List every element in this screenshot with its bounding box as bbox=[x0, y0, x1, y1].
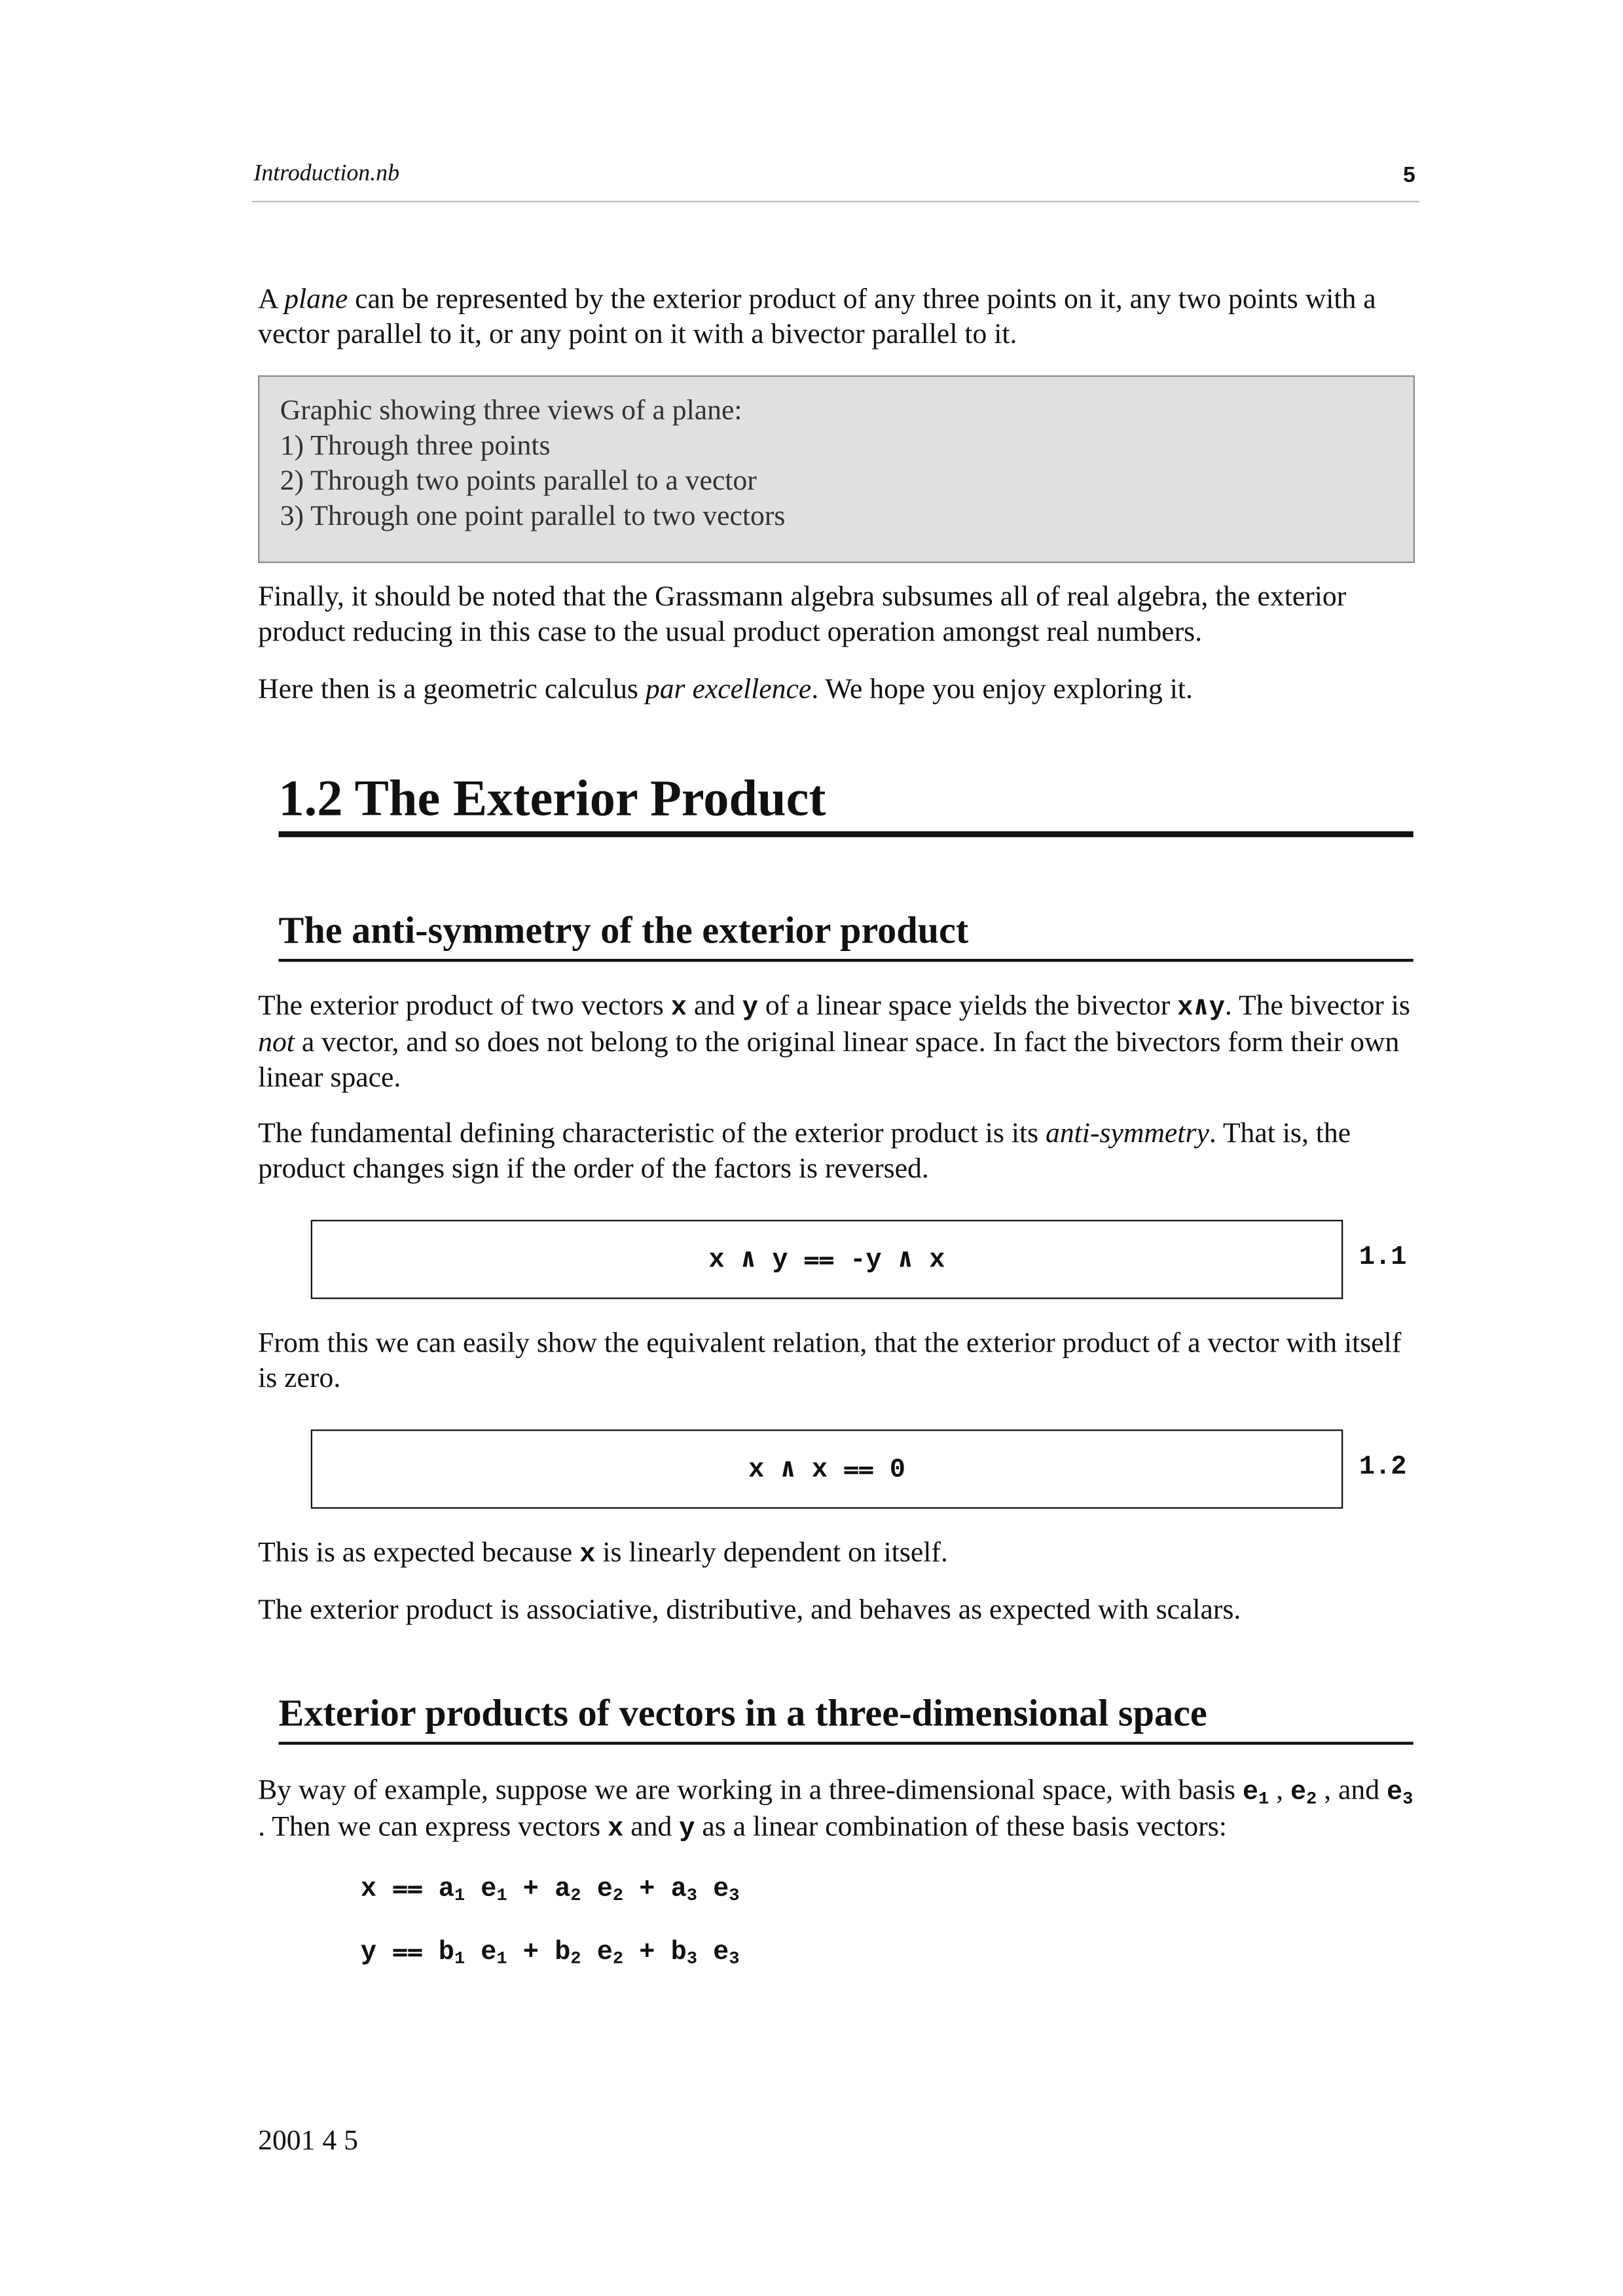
symbol-e1 bbox=[1243, 1778, 1269, 1808]
footer-date: 2001 4 5 bbox=[258, 2126, 358, 2157]
text-run: . The bivector is bbox=[1224, 991, 1410, 1022]
equation-y-expansion bbox=[361, 1937, 740, 1967]
equation-number-1-1: 1.1 bbox=[1359, 1243, 1407, 1273]
eq-basis: e bbox=[465, 1875, 497, 1905]
text-run: By way of example, suppose we are working in a three-dimensional space, with basis bbox=[258, 1775, 1243, 1806]
symbol-base: e bbox=[1290, 1778, 1307, 1808]
subscript: 1 bbox=[496, 1948, 507, 1969]
symbol-x-wedge-y: x∧y bbox=[1177, 994, 1225, 1024]
subscript: 2 bbox=[612, 1948, 624, 1969]
text-run: Here then is a geometric calculus bbox=[258, 674, 646, 706]
symbol-e3 bbox=[1387, 1778, 1413, 1808]
graphic-caption-line: 2) Through two points parallel to a vector bbox=[280, 466, 757, 497]
eq-coefficient: a bbox=[555, 1875, 571, 1905]
text-run: and bbox=[623, 1812, 680, 1843]
eq-basis: e bbox=[697, 1875, 729, 1905]
header-page-number: 5 bbox=[1403, 162, 1415, 188]
graphic-placeholder-box bbox=[258, 375, 1415, 563]
symbol-y: y bbox=[742, 994, 759, 1024]
text-run: A bbox=[258, 284, 285, 315]
eq-basis: e bbox=[697, 1938, 729, 1968]
subscript: 3 bbox=[686, 1948, 697, 1969]
text-run: , and bbox=[1317, 1775, 1387, 1806]
subsection-rule bbox=[278, 959, 1413, 961]
text-run: of a linear space yields the bivector bbox=[758, 991, 1178, 1022]
graphic-caption-line: 3) Through one point parallel to two vectors bbox=[280, 501, 786, 533]
subsection-title-three-dimensional: Exterior products of vectors in a three-dimensional space bbox=[278, 1692, 1207, 1735]
text-run: This is as expected because bbox=[258, 1537, 580, 1569]
subscript: 3 bbox=[729, 1885, 740, 1907]
eq-coefficient: a bbox=[438, 1875, 454, 1905]
intro-paragraph-plane bbox=[258, 283, 1419, 353]
intro-paragraph-calculus bbox=[258, 673, 1419, 708]
text-run: , bbox=[1269, 1775, 1290, 1806]
symbol-x: x bbox=[579, 1541, 596, 1571]
emphasis-not: not bbox=[258, 1028, 295, 1059]
subsection-rule bbox=[278, 1742, 1413, 1744]
eq-operator: + bbox=[507, 1875, 555, 1905]
subscript: 1 bbox=[454, 1885, 465, 1907]
text-run: as a linear combination of these basis vectors: bbox=[695, 1812, 1227, 1843]
text-run: . That is, the product changes sign if the order of the factors is reversed. bbox=[258, 1119, 1351, 1185]
equation-expression: x ∧ x ⩵ 0 bbox=[748, 1456, 905, 1486]
eq-lhs: y ⩵ bbox=[360, 1938, 439, 1968]
emphasis-anti-symmetry: anti-symmetry bbox=[1046, 1119, 1209, 1150]
text-run: can be represented by the exterior product of any three points on it, any two points with a vector parallel to it, or any point on it with a bivector parallel to it. bbox=[258, 284, 1376, 351]
paragraph-basis bbox=[258, 1774, 1419, 1848]
emphasis-plane: plane bbox=[284, 284, 348, 315]
symbol-x: x bbox=[608, 1815, 624, 1845]
subscript: 3 bbox=[729, 1948, 740, 1969]
eq-coefficient: a bbox=[670, 1875, 687, 1905]
symbol-y: y bbox=[679, 1815, 695, 1845]
paragraph-associative: The exterior product is associative, distributive, and behaves as expected with scalars. bbox=[258, 1595, 1241, 1626]
text-run: a vector, and so does not belong to the original linear space. In fact the bivectors form their own linear space. bbox=[258, 1028, 1400, 1094]
eq-operator: + bbox=[623, 1875, 671, 1905]
subscript: 2 bbox=[570, 1948, 581, 1969]
equation-expression: x ∧ y ⩵ -y ∧ x bbox=[708, 1246, 945, 1276]
paragraph-bivector bbox=[258, 990, 1419, 1097]
eq-operator: + bbox=[623, 1938, 671, 1968]
symbol-base: e bbox=[1242, 1778, 1259, 1808]
subscript: 1 bbox=[496, 1885, 507, 1907]
section-rule bbox=[278, 831, 1413, 837]
section-title: 1.2 The Exterior Product bbox=[278, 770, 826, 827]
intro-paragraph-grassmann: Finally, it should be noted that the Grassmann algebra subsumes all of real algebra, the exterior product reducing in this case to the usual product operation amongst real numbers. bbox=[258, 582, 1347, 649]
symbol-base: e bbox=[1387, 1778, 1403, 1808]
text-run: The fundamental defining characteristic of the exterior product is its bbox=[258, 1119, 1046, 1150]
paragraph-equivalent-relation: From this we can easily show the equivalent relation, that the exterior product of a vector with itself is zero. bbox=[258, 1328, 1402, 1395]
graphic-caption-line: Graphic showing three views of a plane: bbox=[280, 395, 742, 427]
text-run: . Then we can express vectors bbox=[258, 1812, 608, 1843]
subscript: 2 bbox=[612, 1885, 624, 1907]
eq-coefficient: b bbox=[438, 1938, 454, 1968]
equation-number-1-2: 1.2 bbox=[1359, 1452, 1407, 1482]
equation-box-1-1 bbox=[311, 1220, 1343, 1299]
subscript: 2 bbox=[570, 1885, 581, 1907]
eq-basis: e bbox=[581, 1938, 613, 1968]
equation-box-1-2 bbox=[311, 1429, 1343, 1509]
subscript: 3 bbox=[1402, 1788, 1413, 1810]
equation-x-expansion bbox=[361, 1874, 740, 1905]
symbol-e2 bbox=[1290, 1778, 1317, 1808]
header-filename: Introduction.nb bbox=[253, 161, 400, 187]
eq-basis: e bbox=[465, 1938, 497, 1968]
paragraph-linearly-dependent bbox=[258, 1537, 1419, 1573]
eq-coefficient: b bbox=[670, 1938, 687, 1968]
eq-basis: e bbox=[581, 1875, 613, 1905]
text-run: The exterior product of two vectors bbox=[258, 991, 671, 1022]
subscript: 1 bbox=[454, 1948, 465, 1969]
eq-coefficient: b bbox=[555, 1938, 571, 1968]
text-run: is linearly dependent on itself. bbox=[595, 1537, 948, 1569]
subscript: 3 bbox=[686, 1885, 697, 1907]
symbol-x: x bbox=[670, 994, 687, 1024]
subscript: 2 bbox=[1306, 1788, 1317, 1810]
text-run: . We hope you enjoy exploring it. bbox=[811, 674, 1193, 706]
emphasis-par-excellence: par excellence bbox=[645, 674, 812, 706]
text-run: and bbox=[686, 991, 742, 1022]
header-rule bbox=[252, 201, 1419, 202]
subsection-title-antisymmetry: The anti-symmetry of the exterior product bbox=[278, 908, 969, 952]
graphic-caption-line: 1) Through three points bbox=[280, 431, 551, 462]
subscript: 1 bbox=[1258, 1788, 1269, 1810]
paragraph-antisymmetry bbox=[258, 1117, 1419, 1188]
eq-operator: + bbox=[507, 1938, 555, 1968]
eq-lhs: x ⩵ bbox=[360, 1875, 439, 1905]
